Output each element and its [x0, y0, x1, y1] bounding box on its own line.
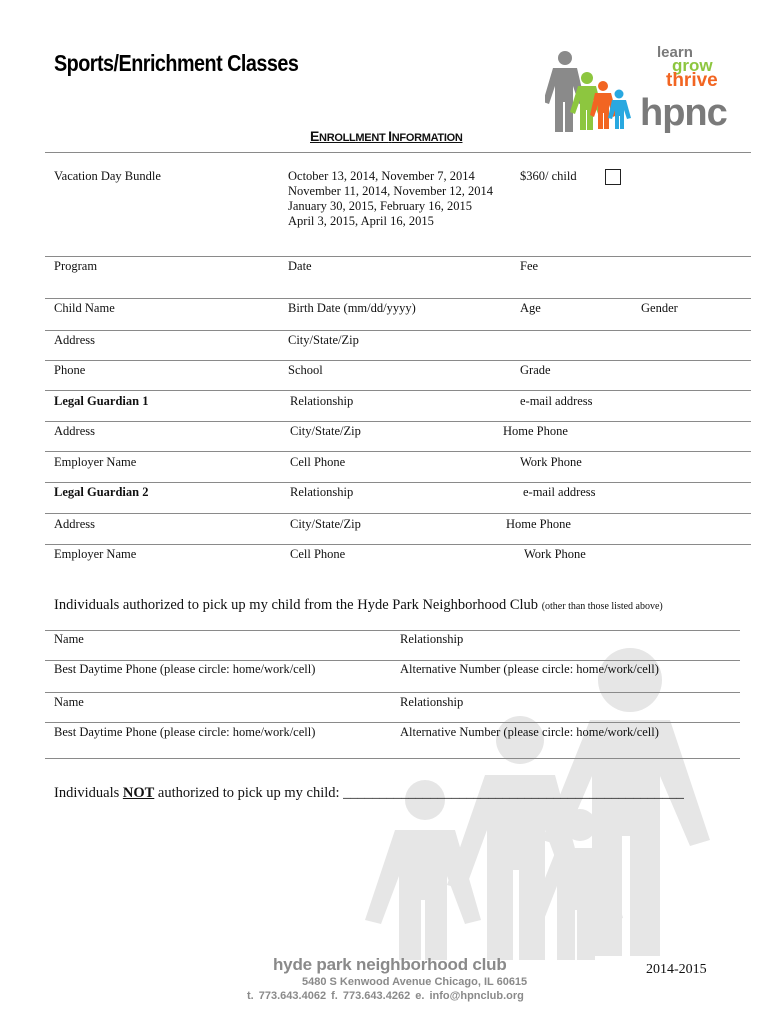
divider [45, 256, 751, 257]
bundle-checkbox[interactable] [605, 169, 621, 185]
g2-relationship-label: Relationship [290, 485, 354, 499]
program-label: Program [54, 259, 98, 273]
school-label: School [288, 363, 323, 377]
bundle-date-2: November 11, 2014, November 12, 2014 [288, 184, 494, 198]
phone-label: Phone [54, 363, 86, 377]
address-label: Address [54, 333, 95, 347]
footer-club-name: hyde park neighborhood club [273, 955, 507, 974]
bundle-date-4: April 3, 2015, April 16, 2015 [288, 214, 434, 228]
guardian2-label: Legal Guardian 2 [54, 485, 149, 499]
footer-year: 2014-2015 [646, 962, 707, 977]
logo-grow: grow [672, 56, 713, 75]
bundle-date-1: October 13, 2014, November 7, 2014 [288, 169, 475, 183]
email-label: e-mail address [520, 394, 593, 408]
divider [45, 660, 740, 661]
pickup-heading: Individuals authorized to pick up my child from the Hyde Park Neighborhood Club (other than those listed above) [54, 597, 663, 613]
pickup-alt-2-label: Alternative Number (please circle: home/work/cell) [400, 725, 659, 739]
date-label: Date [288, 259, 312, 273]
grade-label: Grade [520, 363, 551, 377]
g2-email-label: e-mail address [523, 485, 596, 499]
g1-cell-label: Cell Phone [290, 455, 346, 469]
birth-date-label: Birth Date (mm/dd/yyyy) [288, 301, 416, 315]
g1-address-label: Address [54, 424, 95, 438]
g1-employer-label: Employer Name [54, 455, 137, 469]
g2-home-phone-label: Home Phone [506, 517, 571, 531]
bundle-date-3: January 30, 2015, February 16, 2015 [288, 199, 472, 213]
divider [45, 758, 740, 759]
g2-work-label: Work Phone [524, 547, 586, 561]
g2-employer-label: Employer Name [54, 547, 137, 561]
bundle-label: Vacation Day Bundle [54, 169, 161, 183]
divider [45, 421, 751, 422]
divider [45, 330, 751, 331]
g1-city-label: City/State/Zip [290, 424, 361, 438]
relationship-label: Relationship [290, 394, 354, 408]
divider [45, 298, 751, 299]
pickup-relationship-1-label: Relationship [400, 632, 464, 646]
footer-contact: t. 773.643.4062 f. 773.643.4262 e. info@hpnclub.org [247, 990, 524, 1002]
g1-home-phone-label: Home Phone [503, 424, 568, 438]
divider [45, 451, 751, 452]
pickup-name-1-label: Name [54, 632, 84, 646]
divider [45, 360, 751, 361]
divider [45, 513, 751, 514]
g2-address-label: Address [54, 517, 95, 531]
section-heading: ENROLLMENT INFORMATION [310, 128, 463, 144]
logo-thrive: thrive [666, 70, 718, 91]
pickup-phone-1-label: Best Daytime Phone (please circle: home/work/cell) [54, 662, 316, 676]
pickup-name-2-label: Name [54, 695, 84, 709]
child-name-label: Child Name [54, 301, 115, 315]
not-authorized-line: Individuals NOT authorized to pick up my child: _______________________________________________ [54, 785, 684, 801]
divider [45, 630, 740, 631]
divider [45, 152, 751, 153]
divider [45, 390, 751, 391]
divider [45, 692, 740, 693]
g2-cell-label: Cell Phone [290, 547, 346, 561]
guardian1-label: Legal Guardian 1 [54, 394, 149, 408]
footer-address: 5480 S Kenwood Avenue Chicago, IL 60615 [302, 976, 528, 988]
pickup-relationship-2-label: Relationship [400, 695, 464, 709]
g1-work-label: Work Phone [520, 455, 582, 469]
logo-brand: hpnc [640, 92, 727, 134]
page-title: Sports/Enrichment Classes [54, 50, 299, 76]
fee-label: Fee [520, 259, 539, 273]
family-logo-icon [545, 48, 655, 134]
divider [45, 722, 740, 723]
divider [45, 482, 751, 483]
pickup-phone-2-label: Best Daytime Phone (please circle: home/work/cell) [54, 725, 316, 739]
city-state-zip-label: City/State/Zip [288, 333, 359, 347]
bundle-price: $360/ child [520, 169, 577, 183]
g2-city-label: City/State/Zip [290, 517, 361, 531]
logo-learn: learn [657, 44, 693, 61]
pickup-alt-1-label: Alternative Number (please circle: home/work/cell) [400, 662, 659, 676]
divider [45, 544, 751, 545]
gender-label: Gender [641, 301, 678, 315]
age-label: Age [520, 301, 541, 315]
